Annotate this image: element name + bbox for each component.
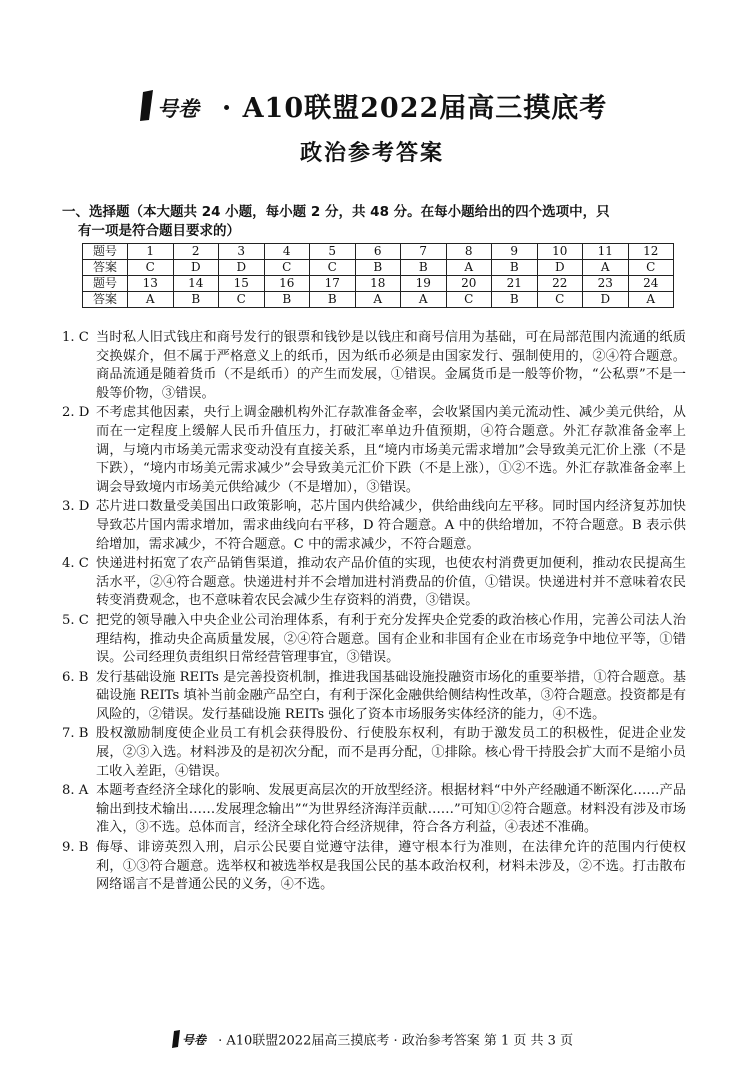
question-number: 1 <box>128 244 174 260</box>
question-number: 20 <box>446 276 492 292</box>
answer-table-row <box>83 292 674 308</box>
explanation-item <box>62 329 686 403</box>
question-number: 2 <box>173 244 219 260</box>
answer-table-row <box>83 260 674 276</box>
explanation-text: 不考虑其他因素，央行上调金融机构外汇存款准备金率，会收紧国内美元流动性、减少美元供给，从而在一定程度上缓解人民币升值压力，打破汇率单边升值预期，④符合题意。外汇存款准备金率上调，与境内市场美元需求变动没有直接关系，且“境内市场美元需求增加”会导致美元汇价上涨（不是下跌），“境内市场美元需求减少”会导致美元汇价下跌（不是上涨），①②不选。外汇存款准备金率上调会导致境内市场美元供给减少（不是增加），③错误。 <box>96 405 686 495</box>
question-number: 18 <box>355 276 401 292</box>
question-number: 19 <box>401 276 447 292</box>
question-number: 9 <box>492 244 538 260</box>
explanation-label: 3. D <box>62 499 90 515</box>
explanation-text: 把党的领导融入中央企业公司治理体系，有利于充分发挥央企党委的政治核心作用，完善公司法人治理结构，推动央企高质量发展，②④符合题意。国有企业和非国有企业在市场竞争中地位平等，①错误。公司经理负责组织日常经营管理事宜，③错误。 <box>96 612 686 666</box>
question-number: 21 <box>492 276 538 292</box>
explanation-label: 8. A <box>62 783 89 799</box>
question-number: 24 <box>628 276 674 292</box>
footer-text: · A10联盟2022届高三摸底考 · 政治参考答案 第 1 页 共 3 页 <box>218 1033 574 1049</box>
explanations <box>62 329 686 896</box>
explanation-item <box>62 555 686 611</box>
answer-table-row <box>83 276 674 292</box>
answer-table-row <box>83 244 674 260</box>
brand-logo-text: 号卷 <box>156 95 199 121</box>
explanation-item <box>62 782 686 838</box>
explanation-text: 芯片进口数量受美国出口政策影响，芯片国内供给减少，供给曲线向左平移。同时国内经济复苏加快导致芯片国内需求增加，需求曲线向右平移，D 符合题意。A 中的供给增加，不符合题意。B 表示供给增加，需求减少，不符合题意。C 中的需求减少，不符合题意。 <box>96 499 686 552</box>
answer-cell: C <box>446 292 492 308</box>
explanation-label: 1. C <box>62 330 89 345</box>
explanation-text: 股权激励制度使企业员工有机会获得股份、行使股东权利，有助于激发员工的积极性，促进企业发展，②③入选。材料涉及的是初次分配，而不是再分配，①排除。核心骨干持股会扩大而不是缩小员工收入差距，④错误。 <box>96 726 686 779</box>
question-number: 6 <box>355 244 401 260</box>
explanation-label: 7. B <box>62 726 89 742</box>
explanation-item <box>62 669 686 725</box>
question-number: 12 <box>628 244 674 260</box>
question-number: 22 <box>537 276 583 292</box>
answer-cell: B <box>310 292 356 308</box>
answer-cell: A <box>628 292 674 308</box>
question-number: 15 <box>219 276 265 292</box>
row-label-number: 题号 <box>83 276 128 292</box>
answer-cell: A <box>128 292 174 308</box>
question-number: 13 <box>128 276 174 292</box>
answer-cell: C <box>264 260 310 276</box>
question-number: 23 <box>583 276 629 292</box>
page-subtitle: 政治参考答案 <box>299 141 444 166</box>
answer-cell: D <box>173 260 219 276</box>
section-heading <box>62 203 692 241</box>
explanation-text: 当时私人旧式钱庄和商号发行的银票和钱钞是以钱庄和商号信用为基础，可在局部范围内流通的纸质交换媒介，但不属于严格意义上的纸币，因为纸币必须是由国家发行、强制使用的，②④符合题意。商品流通是随着货币（不是纸币）的产生而发展，①错误。金属货币是一般等价物，“公私票”不是一般等价物，③错误。 <box>96 330 686 401</box>
explanation-item <box>62 612 686 668</box>
row-label-number: 题号 <box>83 244 128 260</box>
answer-cell: D <box>537 260 583 276</box>
question-number: 3 <box>219 244 265 260</box>
explanation-label: 9. B <box>62 840 89 856</box>
row-label-answer: 答案 <box>83 260 128 276</box>
section-heading-line-2: 有一项是符合题目要求的） <box>78 223 240 239</box>
question-number: 8 <box>446 244 492 260</box>
section-heading-line-1: 一、选择题（本大题共 24 小题，每小题 2 分，共 48 分。在每小题给出的四个选项中，只 <box>62 204 610 220</box>
question-number: 14 <box>173 276 219 292</box>
answer-cell: B <box>492 292 538 308</box>
explanation-text: 快递进村拓宽了农产品销售渠道，推动农产品价值的实现，也使农村消费更加便利，推动农民提高生活水平，②④符合题意。快递进村并不会增加进村消费品的价值，①错误。快递进村并不意味着农民转变消费观念，也不意味着农民会减少生存资料的消费，③错误。 <box>96 556 686 609</box>
brand-logo-icon <box>137 88 211 124</box>
answer-cell: B <box>173 292 219 308</box>
question-number: 10 <box>537 244 583 260</box>
answer-cell: C <box>219 292 265 308</box>
answer-cell: B <box>264 292 310 308</box>
explanation-label: 4. C <box>62 556 89 572</box>
explanation-item <box>62 725 686 781</box>
explanation-label: 5. C <box>62 612 89 628</box>
header <box>0 86 744 125</box>
answer-cell: C <box>628 260 674 276</box>
answer-cell: C <box>537 292 583 308</box>
answer-cell: C <box>310 260 356 276</box>
question-number: 7 <box>401 244 447 260</box>
question-number: 4 <box>264 244 310 260</box>
explanation-item <box>62 498 686 554</box>
answer-cell: D <box>583 292 629 308</box>
answer-cell: C <box>128 260 174 276</box>
exam-title: · A10联盟2022届高三摸底考 <box>221 93 608 124</box>
question-number: 17 <box>310 276 356 292</box>
explanation-label: 6. B <box>62 669 89 685</box>
explanation-item <box>62 839 686 895</box>
answer-cell: B <box>355 260 401 276</box>
row-label-answer: 答案 <box>83 292 128 308</box>
answer-cell: B <box>492 260 538 276</box>
question-number: 5 <box>310 244 356 260</box>
explanation-text: 发行基础设施 REITs 是完善投资机制，推进我国基础设施投融资市场化的重要举措，①符合题意。基础设施 REITs 填补当前金融产品空白，有利于深化金融供给侧结构性改革，③符合题意。投资都是有风险的，②错误。发行基础设施 REITs 强化了资本市场服务实体经济的能力，④不选。 <box>96 669 686 722</box>
answer-cell: A <box>583 260 629 276</box>
answer-cell: B <box>401 260 447 276</box>
answer-cell: D <box>219 260 265 276</box>
explanation-text: 本题考查经济全球化的影响、发展更高层次的开放型经济。根据材料“中外产经融通不断深化……产品输出到技术输出……发展理念输出”“为世界经济海洋贡献……”可知①②符合题意。材料没有涉及市场准入，③不选。总体而言，经济全球化符合经济规律，符合各方利益，④表述不准确。 <box>96 783 686 836</box>
footer-logo-icon <box>171 1029 211 1049</box>
explanation-item <box>62 404 686 497</box>
answer-cell: A <box>355 292 401 308</box>
explanation-text: 侮辱、诽谤英烈入刑，启示公民要自觉遵守法律，遵守根本行为准则，在法律允许的范围内行使权利，①③符合题意。选举权和被选举权是我国公民的基本政治权利，材料未涉及，②不选。打击散布网络谣言不是普通公民的义务，④不选。 <box>96 840 686 893</box>
question-number: 16 <box>264 276 310 292</box>
footer-logo-text: 号卷 <box>181 1033 206 1047</box>
page-footer <box>0 1029 744 1049</box>
answer-cell: A <box>401 292 447 308</box>
answer-table <box>82 243 674 308</box>
explanation-label: 2. D <box>62 405 90 421</box>
question-number: 11 <box>583 244 629 260</box>
answer-cell: A <box>446 260 492 276</box>
